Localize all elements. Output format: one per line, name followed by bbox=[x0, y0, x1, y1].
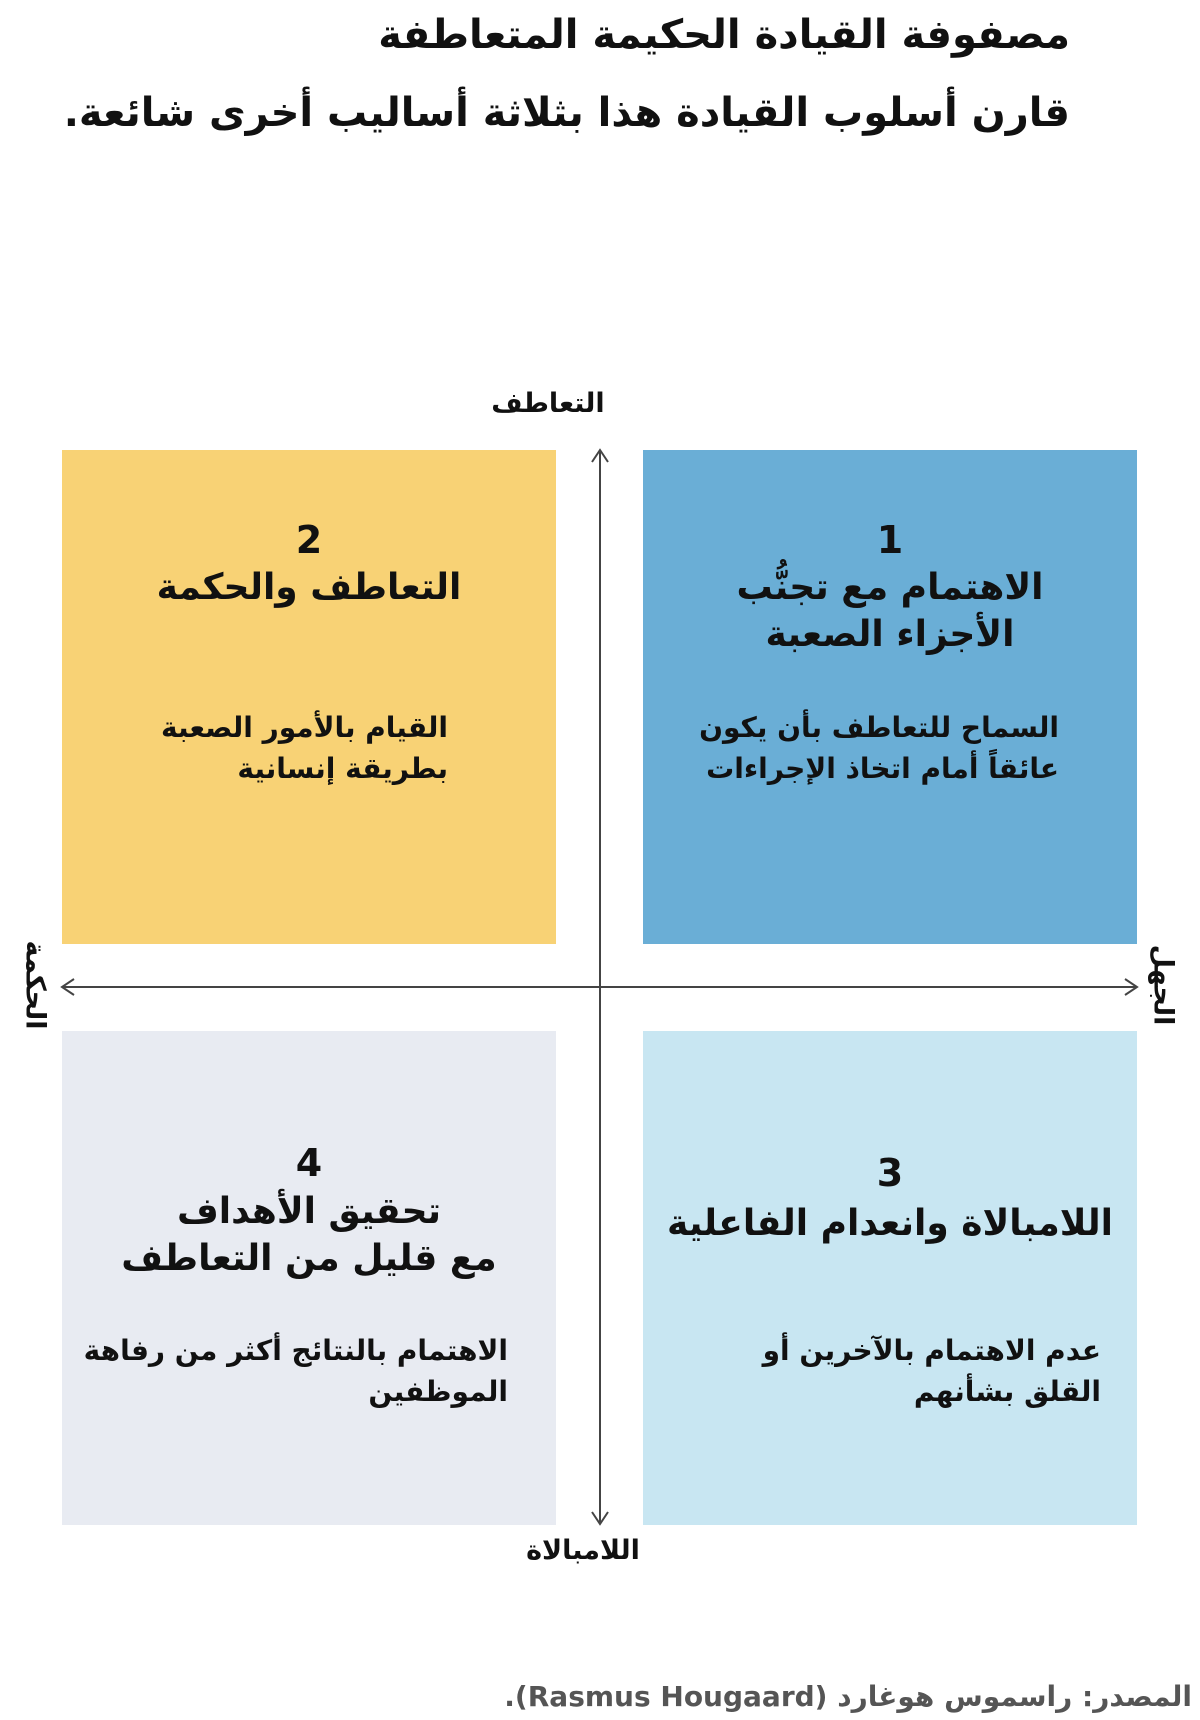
quadrant-description: الاهتمام بالنتائج أكثر من رفاهة الموظفين bbox=[83, 1334, 508, 1408]
page-subtitle: قارن أسلوب القيادة هذا بثلاثة أساليب أخرى شائعة. bbox=[63, 90, 1070, 136]
quadrant-number: 3 bbox=[876, 1151, 904, 1195]
quadrant-description: عدم الاهتمام بالآخرين أو القلق بشأنهم bbox=[762, 1334, 1101, 1408]
axis-label-wisdom: الحكمة bbox=[19, 940, 51, 1030]
quadrant-heading-line: تحقيق الأهداف bbox=[176, 1191, 442, 1232]
axis-label-empathy: التعاطف bbox=[491, 388, 605, 419]
quadrant-heading-line: الاهتمام مع تجنُّب bbox=[736, 567, 1044, 608]
quadrant-description: السماح للتعاطف بأن يكون عائقاً أمام اتخاذ الإجراءات bbox=[699, 711, 1059, 785]
quadrant-heading-line: مع قليل من التعاطف bbox=[121, 1237, 497, 1279]
axis-label-indifference: اللامبالاة bbox=[526, 1535, 640, 1566]
quadrant-number: 1 bbox=[876, 518, 904, 562]
quadrant-number: 2 bbox=[295, 518, 323, 562]
quadrant-heading-line: اللامبالاة وانعدام الفاعلية bbox=[667, 1203, 1113, 1244]
source-credit: المصدر: راسموس هوغارد (Rasmus Hougaard). bbox=[504, 1680, 1192, 1713]
page-title: مصفوفة القيادة الحكيمة المتعاطفة bbox=[378, 12, 1070, 58]
quadrant-heading-line: الأجزاء الصعبة bbox=[765, 613, 1015, 655]
quadrant-number: 4 bbox=[295, 1141, 323, 1185]
quadrant-description: القيام بالأمور الصعبة بطريقة إنسانية bbox=[160, 711, 448, 785]
quadrant-heading-line: التعاطف والحكمة bbox=[156, 567, 462, 608]
axis-label-ignorance: الجهل bbox=[1147, 944, 1179, 1026]
